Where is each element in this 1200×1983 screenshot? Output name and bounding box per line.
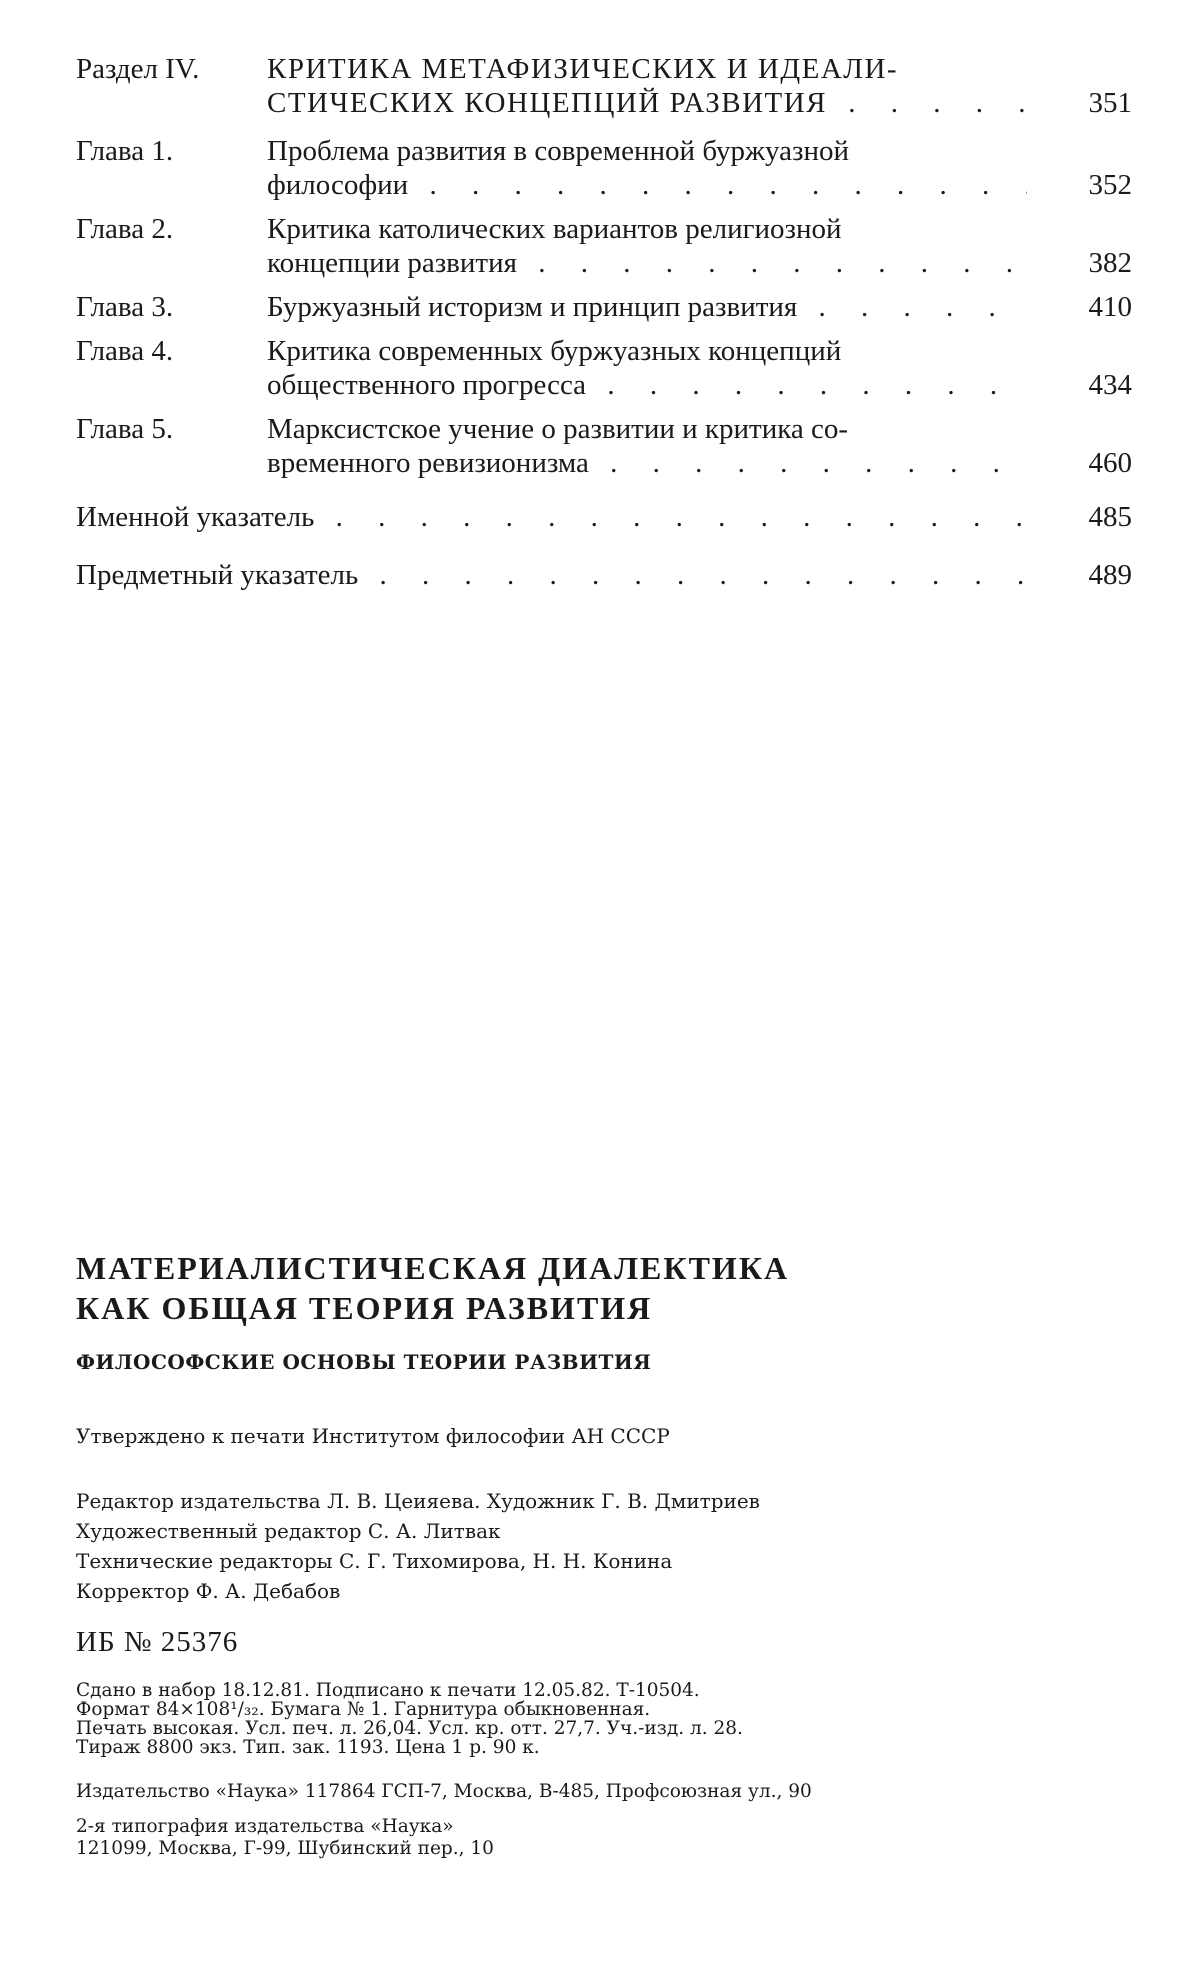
toc-chapter-label: Глава 5. <box>76 413 174 445</box>
colophon <box>76 1248 1136 1860</box>
book-title-line1: МАТЕРИАЛИСТИЧЕСКАЯ ДИАЛЕКТИКА <box>76 1250 790 1286</box>
toc-section-entry <box>76 52 1132 120</box>
toc-chapter-title <box>267 290 1027 324</box>
book-title <box>76 1248 1136 1328</box>
print-info-line: Формат 84×108¹/₃₂. Бумага № 1. Гарнитура обыкновенная. <box>76 1699 651 1720</box>
toc-chapter-title-line2: общественного прогресса <box>267 369 587 401</box>
print-info <box>76 1681 1136 1757</box>
toc-subject-index-page: 489 <box>1088 559 1132 591</box>
toc-chapter-title <box>267 212 1027 280</box>
toc-chapter-title-line1: Критика католических вариантов религиозной <box>267 213 842 245</box>
book-subtitle: ФИЛОСОФСКИЕ ОСНОВЫ ТЕОРИИ РАЗВИТИЯ <box>76 1350 652 1374</box>
toc-chapter-entry <box>76 212 1132 280</box>
typography-line: 121099, Москва, Г-99, Шубинский пер., 10 <box>76 1838 494 1859</box>
toc-section-title-line1: КРИТИКА МЕТАФИЗИЧЕСКИХ И ИДЕАЛИ- <box>267 53 899 85</box>
toc-chapter-title <box>267 334 1027 402</box>
toc-chapter-title-line1: Марксистское учение о развитии и критика со- <box>267 413 849 445</box>
toc-chapter-title-line1: Критика современных буржуазных концепций <box>267 335 842 367</box>
toc-chapter-title-line2: философии <box>267 169 409 201</box>
toc-subject-index-entry <box>76 558 1132 592</box>
staff-line: Корректор Ф. А. Дебабов <box>76 1579 341 1603</box>
toc-chapter-entry <box>76 134 1132 202</box>
staff-line: Технические редакторы С. Г. Тихомирова, Н. Н. Конина <box>76 1549 673 1573</box>
staff-line: Редактор издательства Л. В. Цеияева. Художник Г. В. Дмитриев <box>76 1489 760 1513</box>
toc-chapter-page: 352 <box>1088 169 1132 201</box>
toc-chapter-label: Глава 4. <box>76 335 174 367</box>
toc-chapter-page: 434 <box>1088 369 1132 401</box>
toc-name-index-title: Именной указатель . . . <box>76 500 1027 534</box>
toc-chapter-title <box>267 412 1027 480</box>
toc-chapter-page: 410 <box>1088 291 1132 323</box>
toc-section-title-line2: СТИЧЕСКИХ КОНЦЕПЦИЙ РАЗВИТИЯ <box>267 87 828 119</box>
ib-number: ИБ № 25376 <box>76 1626 239 1658</box>
toc-chapter-entry <box>76 334 1132 402</box>
toc-section-page: 351 <box>1088 87 1132 119</box>
typography-address <box>76 1816 1136 1860</box>
toc-chapter-title-line2: временного ревизионизма <box>267 447 589 479</box>
toc-chapter-entry <box>76 290 1132 324</box>
print-info-line: Сдано в набор 18.12.81. Подписано к печати 12.05.82. Т-10504. <box>76 1680 700 1701</box>
toc-chapter-page: 382 <box>1088 247 1132 279</box>
approval-note: Утверждено к печати Институтом философии АН СССР <box>76 1424 670 1448</box>
toc-name-index-page: 485 <box>1088 501 1132 533</box>
toc-chapter-title-line1: Проблема развития в современной буржуазной <box>267 135 849 167</box>
toc-section-title <box>267 52 1027 120</box>
toc-chapter-title-line2: концепции развития <box>267 247 517 279</box>
toc-chapter-label: Глава 3. <box>76 291 174 323</box>
print-info-line: Тираж 8800 экз. Тип. зак. 1193. Цена 1 р. 90 к. <box>76 1737 540 1758</box>
typography-line: 2-я типография издательства «Наука» <box>76 1816 454 1837</box>
toc-chapter-label: Глава 2. <box>76 213 174 245</box>
toc-subject-index-title: Предметный указатель . . . <box>76 558 1027 592</box>
toc-section-label: Раздел IV. <box>76 53 200 85</box>
book-title-line2: КАК ОБЩАЯ ТЕОРИЯ РАЗВИТИЯ <box>76 1290 653 1326</box>
publisher-address: Издательство «Наука» 117864 ГСП-7, Москва, В-485, Профсоюзная ул., 90 <box>76 1781 812 1802</box>
print-info-line: Печать высокая. Усл. печ. л. 26,04. Усл. кр. отт. 27,7. Уч.-изд. л. 28. <box>76 1718 743 1739</box>
toc-chapter-entry <box>76 412 1132 480</box>
toc-chapter-title <box>267 134 1027 202</box>
toc-chapter-page: 460 <box>1088 447 1132 479</box>
staff-line: Художественный редактор С. А. Литвак <box>76 1519 501 1543</box>
toc-name-index-entry <box>76 500 1132 534</box>
staff-credits <box>76 1486 1136 1606</box>
table-of-contents <box>76 52 1132 616</box>
toc-chapter-title-line1: Буржуазный историзм и принцип развития <box>267 291 798 323</box>
toc-chapter-label: Глава 1. <box>76 135 174 167</box>
